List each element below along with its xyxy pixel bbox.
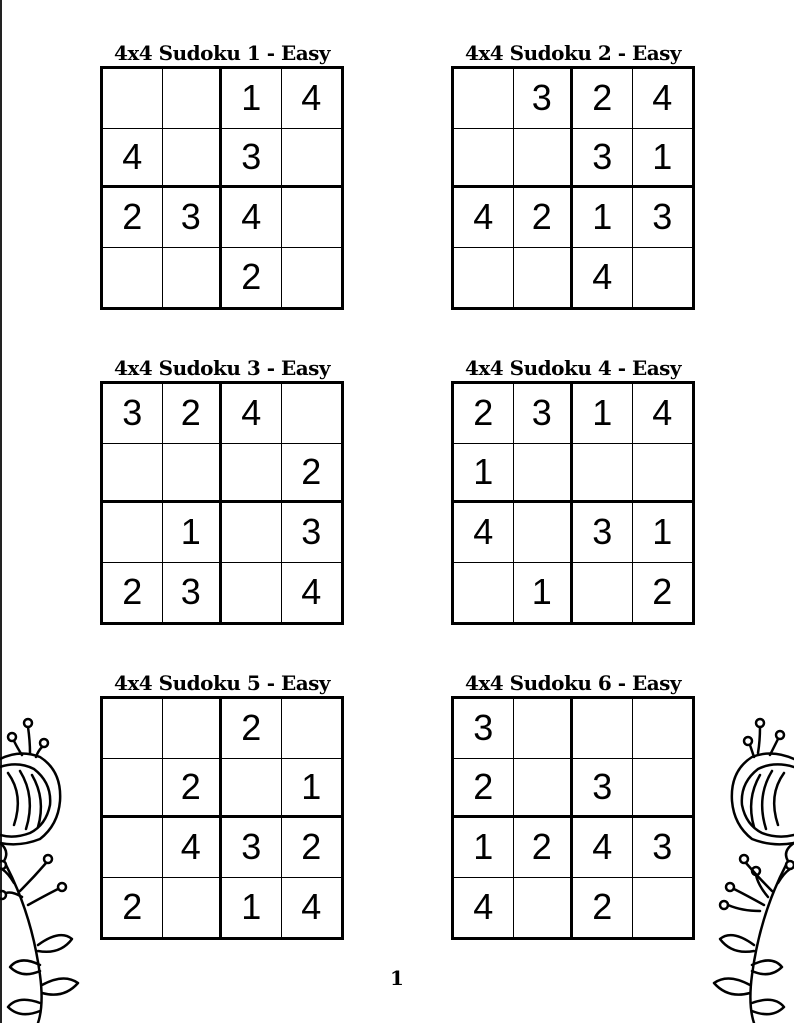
sudoku-cell: 4 — [573, 818, 633, 878]
sudoku-cell: 4 — [222, 384, 282, 444]
sudoku-cell — [163, 69, 223, 129]
sudoku-cell: 4 — [282, 69, 342, 129]
sudoku-cell — [103, 248, 163, 308]
sudoku-cell: 1 — [222, 878, 282, 938]
sudoku-cell: 3 — [222, 818, 282, 878]
sudoku-cell — [454, 248, 514, 308]
sudoku-cell: 4 — [301, 571, 322, 613]
sudoku-puzzle-3 — [98, 355, 346, 625]
sudoku-cell: 2 — [282, 818, 342, 878]
sudoku-cell: 2 — [222, 699, 282, 759]
sudoku-cell — [633, 444, 693, 504]
sudoku-cell: 3 — [633, 818, 693, 878]
sudoku-grid — [451, 66, 695, 310]
sudoku-cell: 4 — [454, 188, 514, 248]
sudoku-cell — [163, 129, 223, 189]
sudoku-cell: 4 — [454, 878, 514, 938]
sudoku-cell: 4 — [301, 886, 322, 928]
sudoku-cell: 2 — [163, 759, 223, 819]
sudoku-cell: 4 — [633, 384, 693, 444]
sudoku-cell — [514, 759, 574, 819]
sudoku-cell — [454, 69, 514, 129]
puzzle-title: 4x4 Sudoku 1 - Easy — [113, 41, 331, 65]
puzzle-title: 4x4 Sudoku 5 - Easy — [113, 671, 331, 695]
sudoku-cell — [282, 188, 342, 248]
sudoku-cell — [282, 384, 342, 444]
sudoku-cell — [633, 699, 693, 759]
sudoku-cell — [573, 699, 633, 759]
sudoku-cell: 2 — [103, 188, 163, 248]
sudoku-cell: 1 — [454, 818, 514, 878]
sudoku-cell: 1 — [454, 444, 514, 504]
sudoku-cell: 2 — [454, 759, 514, 819]
sudoku-cell — [514, 248, 574, 308]
sudoku-cell: 1 — [633, 129, 693, 189]
sudoku-puzzle-6 — [449, 670, 697, 940]
sudoku-cell: 4 — [103, 129, 163, 189]
sudoku-cell: 2 — [282, 444, 342, 504]
sudoku-cell — [282, 129, 342, 189]
page-number: 1 — [390, 966, 404, 990]
sudoku-grid — [100, 66, 344, 310]
sudoku-puzzle-4 — [449, 355, 697, 625]
sudoku-cell: 4 — [633, 69, 693, 129]
sudoku-cell: 3 — [454, 699, 514, 759]
sudoku-grid — [100, 696, 344, 940]
sudoku-grid — [100, 381, 344, 625]
sudoku-cell: 2 — [454, 384, 514, 444]
sudoku-grid — [451, 696, 695, 940]
sudoku-cell — [103, 69, 163, 129]
sudoku-cell: 3 — [573, 503, 633, 563]
sudoku-cell: 1 — [163, 503, 223, 563]
sudoku-cell: 3 — [282, 503, 342, 563]
sudoku-cell: 1 — [282, 759, 342, 819]
sudoku-cell — [633, 248, 693, 308]
puzzle-title: 4x4 Sudoku 4 - Easy — [464, 356, 682, 380]
sudoku-cell: 2 — [514, 188, 574, 248]
sudoku-cell — [103, 503, 163, 563]
sudoku-cell — [282, 699, 342, 759]
sudoku-cell — [514, 129, 574, 189]
sudoku-cell — [514, 444, 574, 504]
sudoku-cell: 2 — [573, 878, 633, 938]
sudoku-cell — [163, 878, 223, 938]
sudoku-cell: 4 — [454, 503, 514, 563]
sudoku-cell: 4 — [573, 248, 633, 308]
sudoku-cell — [514, 878, 574, 938]
sudoku-cell: 2 — [652, 571, 673, 613]
sudoku-cell: 3 — [514, 69, 574, 129]
sudoku-cell — [222, 444, 282, 504]
sudoku-cell — [514, 503, 574, 563]
sudoku-cell: 2 — [103, 878, 163, 938]
sudoku-cell: 1 — [573, 188, 633, 248]
sudoku-cell — [103, 699, 163, 759]
sudoku-puzzle-5 — [98, 670, 346, 940]
sudoku-cell — [103, 444, 163, 504]
sudoku-cell — [163, 699, 223, 759]
sudoku-cell — [163, 248, 223, 308]
sudoku-cell: 3 — [633, 188, 693, 248]
sudoku-cell — [514, 699, 574, 759]
sudoku-cell: 3 — [222, 129, 282, 189]
sudoku-cell: 3 — [163, 563, 223, 623]
sudoku-cell: 3 — [573, 759, 633, 819]
sudoku-puzzle-1 — [98, 40, 346, 310]
sudoku-cell: 2 — [222, 248, 282, 308]
sudoku-cell — [103, 759, 163, 819]
sudoku-cell: 1 — [222, 69, 282, 129]
sudoku-puzzle-2 — [449, 40, 697, 310]
sudoku-cell: 3 — [103, 384, 163, 444]
sudoku-cell — [222, 503, 282, 563]
sudoku-cell: 1 — [633, 503, 693, 563]
sudoku-cell — [222, 563, 282, 623]
sudoku-cell — [454, 129, 514, 189]
sudoku-cell: 2 — [573, 69, 633, 129]
sudoku-cell — [573, 444, 633, 504]
sudoku-cell: 3 — [514, 384, 574, 444]
sudoku-cell — [633, 878, 693, 938]
sudoku-grid — [451, 381, 695, 625]
sudoku-cell: 3 — [163, 188, 223, 248]
sudoku-cell: 1 — [573, 384, 633, 444]
sudoku-cell: 4 — [222, 188, 282, 248]
sudoku-cell — [454, 563, 514, 623]
sudoku-cell — [633, 759, 693, 819]
sudoku-cell — [103, 818, 163, 878]
puzzle-title: 4x4 Sudoku 2 - Easy — [464, 41, 682, 65]
sudoku-cell — [282, 248, 342, 308]
sudoku-cell: 1 — [514, 563, 574, 623]
sudoku-cell: 2 — [103, 563, 163, 623]
sudoku-cell — [222, 759, 282, 819]
sudoku-cell — [573, 563, 633, 623]
sudoku-cell: 4 — [163, 818, 223, 878]
sudoku-cell: 3 — [573, 129, 633, 189]
sudoku-cell — [163, 444, 223, 504]
puzzle-title: 4x4 Sudoku 6 - Easy — [464, 671, 682, 695]
sudoku-cell: 2 — [514, 818, 574, 878]
sudoku-cell: 2 — [163, 384, 223, 444]
puzzle-title: 4x4 Sudoku 3 - Easy — [113, 356, 331, 380]
